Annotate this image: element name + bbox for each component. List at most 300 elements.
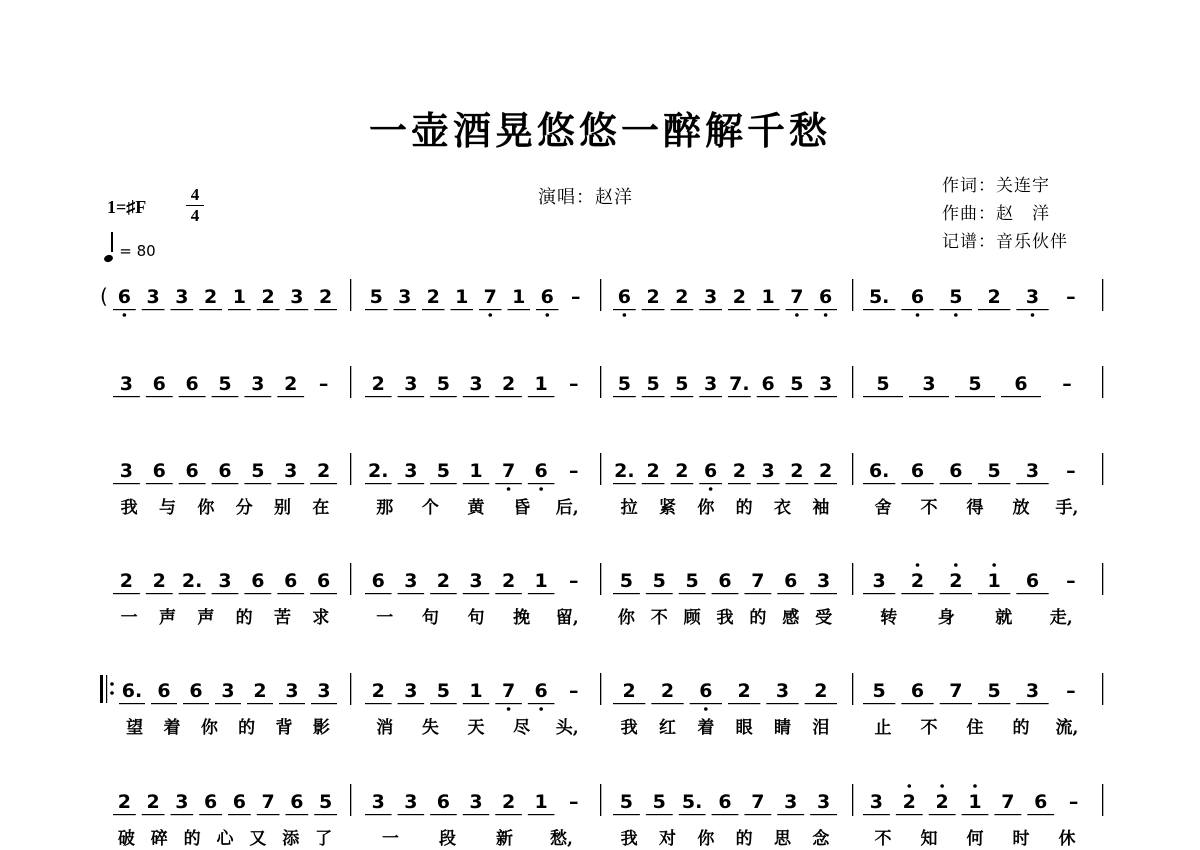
note: 6 — [251, 570, 265, 592]
lyric-syllable: 身 — [937, 608, 955, 628]
note: 3 — [1025, 286, 1040, 308]
lyric-syllable: 在 — [312, 498, 330, 518]
note: 2 — [935, 791, 949, 813]
lyric-syllable: 时 — [1012, 829, 1030, 849]
duration-underline — [430, 396, 457, 397]
lyric-syllable: 袖 — [812, 498, 830, 518]
duration-underline — [365, 814, 392, 815]
duration-underline — [671, 396, 694, 397]
duration-underline — [1016, 593, 1048, 594]
duration-underline — [901, 483, 933, 484]
lyric-syllable: 舍 — [874, 498, 892, 518]
note: 2 — [316, 460, 331, 482]
note: 2 — [646, 460, 660, 482]
duration-underline — [613, 814, 640, 815]
lyric-syllable: 我 — [620, 718, 638, 738]
duration-underline — [142, 814, 165, 815]
duration-underline — [690, 703, 722, 704]
duration-underline — [179, 593, 206, 594]
low-octave-dot — [488, 313, 492, 317]
note: 6 — [371, 570, 385, 592]
duration-underline — [613, 396, 636, 397]
duration-underline — [277, 396, 304, 397]
duration-underline — [495, 483, 522, 484]
barline — [600, 366, 601, 398]
duration-underline — [279, 703, 305, 704]
barline — [1102, 453, 1103, 485]
duration-underline — [978, 593, 1010, 594]
lyric-syllable: 留, — [555, 608, 579, 628]
high-octave-dot — [954, 563, 958, 567]
duration-underline — [314, 814, 337, 815]
duration-underline — [430, 593, 457, 594]
lyric-syllable: 段 — [439, 829, 456, 849]
sustain-dash: – — [1066, 286, 1076, 308]
lyric-syllable: 你 — [697, 829, 715, 849]
note: 5 — [876, 373, 890, 395]
duration-underline — [613, 703, 645, 704]
duration-underline — [651, 703, 683, 704]
duration-underline — [479, 309, 502, 310]
duration-underline — [146, 483, 173, 484]
repeat-dot — [110, 682, 114, 686]
lyric-syllable: 受 — [815, 608, 833, 628]
duration-underline — [286, 814, 309, 815]
note: 3 — [218, 570, 232, 592]
high-octave-dot — [916, 563, 920, 567]
lyric-syllable: 休 — [1058, 829, 1076, 849]
note: 3 — [469, 373, 483, 395]
duration-underline — [536, 309, 559, 310]
lyric-syllable: 走, — [1049, 608, 1073, 628]
note: 2 — [622, 680, 636, 702]
lyric-syllable: 紧 — [659, 498, 676, 518]
lyric-syllable: 睛 — [774, 718, 791, 738]
duration-underline — [805, 703, 837, 704]
duration-underline — [642, 483, 665, 484]
lyric-syllable: 分 — [235, 498, 253, 518]
duration-underline — [365, 483, 392, 484]
lyric-syllable: 红 — [659, 718, 676, 738]
note: 6 — [436, 791, 451, 813]
note: 6 — [910, 286, 925, 308]
barline — [1102, 563, 1103, 595]
note: 6 — [699, 680, 713, 702]
duration-underline — [257, 309, 280, 310]
barline — [600, 279, 601, 311]
lyric-syllable: 衣 — [774, 498, 791, 518]
note: 2 — [117, 791, 131, 813]
duration-underline — [398, 396, 425, 397]
note: 2 — [675, 286, 689, 308]
lyric-syllable: 求 — [312, 608, 330, 628]
duration-underline — [244, 593, 271, 594]
duration-underline — [463, 483, 490, 484]
duration-underline — [766, 703, 798, 704]
high-octave-dot — [992, 563, 996, 567]
lyric-syllable: 消 — [376, 718, 394, 738]
duration-underline — [171, 814, 194, 815]
note: 3 — [404, 791, 418, 813]
lyric-syllable: 新 — [496, 829, 513, 849]
duration-underline — [422, 309, 445, 310]
high-octave-dot — [973, 784, 977, 788]
note: 3 — [175, 791, 189, 813]
duration-underline — [712, 593, 739, 594]
duration-underline — [528, 396, 555, 397]
duration-underline — [430, 814, 457, 815]
note: 3 — [816, 791, 831, 813]
barline — [350, 784, 351, 816]
note: 2 — [675, 460, 689, 482]
note: 7 — [751, 570, 765, 592]
lyric-syllable: 止 — [874, 718, 892, 738]
note: 3 — [469, 570, 483, 592]
duration-underline — [777, 593, 804, 594]
note: 3 — [872, 570, 886, 592]
time-signature-top: 4 — [190, 185, 200, 204]
note: 6 — [534, 460, 548, 482]
note: 5 — [652, 570, 666, 592]
duration-underline — [728, 703, 760, 704]
lyric-syllable: 不 — [650, 608, 668, 628]
lyric-syllable: 别 — [274, 498, 291, 518]
duration-underline — [646, 593, 673, 594]
note: 3 — [146, 286, 160, 308]
duration-underline — [142, 309, 165, 310]
duration-underline — [151, 703, 177, 704]
duration-underline — [901, 703, 933, 704]
lyric-syllable: 何 — [966, 829, 984, 849]
note: 1 — [534, 373, 548, 395]
lyric-syllable: 你 — [197, 498, 215, 518]
duration-underline — [212, 483, 239, 484]
sustain-dash: – — [1066, 680, 1076, 702]
note: 2 — [732, 460, 746, 482]
duration-underline — [365, 703, 392, 704]
singer-credit: 演唱：赵洋 — [538, 187, 633, 208]
duration-underline — [314, 309, 337, 310]
note: 5 — [685, 570, 699, 592]
note: 2 — [319, 286, 333, 308]
note: 3 — [119, 373, 134, 395]
duration-underline — [495, 593, 522, 594]
lyric-syllable: 破 — [117, 829, 135, 849]
barline — [350, 563, 351, 595]
lyric-syllable: 句 — [467, 608, 485, 628]
duration-underline — [179, 483, 206, 484]
duration-underline — [613, 483, 636, 484]
low-octave-dot — [795, 313, 799, 317]
lyric-syllable: 的 — [1012, 718, 1030, 738]
duration-underline — [463, 593, 490, 594]
lyric-syllable: 我 — [716, 608, 734, 628]
duration-underline — [1001, 396, 1041, 397]
note: 3 — [922, 373, 936, 395]
high-octave-dot — [907, 784, 911, 788]
note: 6 — [784, 570, 798, 592]
duration-underline — [528, 483, 555, 484]
note: 6 — [1025, 570, 1040, 592]
duration-underline — [528, 703, 555, 704]
duration-underline — [113, 396, 140, 397]
lyric-syllable: 拉 — [620, 498, 638, 518]
barline — [1102, 279, 1103, 311]
note: 2 — [146, 791, 160, 813]
note: 5 — [251, 460, 265, 482]
note: 3 — [869, 791, 884, 813]
duration-underline — [1016, 703, 1048, 704]
duration-underline — [901, 309, 933, 310]
duration-underline — [728, 396, 751, 397]
lyric-syllable: 转 — [880, 608, 898, 628]
lyric-syllable: 昏 — [513, 498, 531, 518]
duration-underline — [394, 309, 417, 310]
duration-underline — [119, 703, 145, 704]
duration-underline — [398, 703, 425, 704]
duration-underline — [863, 309, 895, 310]
note: 5 — [987, 680, 1001, 702]
note: 6 — [185, 460, 199, 482]
note: 3 — [251, 373, 265, 395]
lyric-syllable: 句 — [421, 608, 439, 628]
low-octave-dot — [623, 313, 627, 317]
barline — [1102, 784, 1103, 816]
note: 3 — [175, 286, 189, 308]
note: 2 — [501, 570, 516, 592]
duration-underline — [199, 814, 222, 815]
duration-underline — [978, 483, 1010, 484]
duration-underline — [642, 309, 665, 310]
barline — [350, 673, 351, 705]
note: 2 — [737, 680, 751, 702]
duration-underline — [398, 483, 425, 484]
note: 2 — [426, 286, 440, 308]
duration-underline — [495, 814, 522, 815]
duration-underline — [909, 396, 949, 397]
repeat-barline-thick — [100, 675, 103, 703]
duration-underline — [310, 483, 337, 484]
repeat-barline-thin — [106, 675, 107, 703]
sustain-dash: – — [571, 286, 581, 308]
lyric-syllable: 了 — [315, 829, 333, 849]
barline — [350, 366, 351, 398]
duration-underline — [994, 814, 1021, 815]
duration-underline — [146, 396, 173, 397]
duration-underline — [1027, 814, 1054, 815]
low-octave-dot — [539, 707, 543, 711]
note: 7 — [790, 286, 804, 308]
lyric-syllable: 得 — [966, 498, 984, 518]
note: 5 — [790, 373, 804, 395]
duration-underline — [212, 593, 239, 594]
duration-underline — [786, 483, 809, 484]
duration-underline — [398, 593, 425, 594]
lyric-syllable: 尽 — [513, 718, 531, 738]
lyric-syllable: 添 — [282, 829, 300, 849]
note: 3 — [1025, 680, 1040, 702]
note: 3 — [404, 680, 418, 702]
note: 2 — [501, 373, 516, 395]
note: 3 — [404, 373, 418, 395]
time-signature-bottom: 4 — [190, 206, 200, 225]
sustain-dash: – — [568, 791, 579, 813]
lyric-syllable: 思 — [774, 829, 791, 849]
note: 6 — [290, 791, 304, 813]
lyric-syllable: 头, — [555, 718, 579, 738]
note: 2 — [949, 570, 963, 592]
duration-underline — [786, 396, 809, 397]
composer-credit: 作曲：赵 洋 — [942, 204, 1050, 224]
lyric-syllable: 不 — [920, 498, 938, 518]
duration-underline — [613, 593, 640, 594]
low-octave-dot — [545, 313, 549, 317]
note: 6 — [1014, 373, 1028, 395]
duration-underline — [863, 703, 895, 704]
duration-underline — [757, 309, 780, 310]
note: 7 — [501, 680, 516, 702]
note: 7 — [1001, 791, 1015, 813]
duration-underline — [244, 396, 271, 397]
note: 5 — [436, 680, 451, 702]
note: 5. — [681, 791, 703, 813]
sustain-dash: – — [568, 680, 579, 702]
note: 2 — [261, 286, 275, 308]
duration-underline — [699, 309, 722, 310]
lyric-syllable: 的 — [749, 608, 767, 628]
note: 3 — [469, 791, 483, 813]
duration-underline — [613, 309, 636, 310]
lyric-syllable: 我 — [620, 829, 638, 849]
duration-underline — [113, 309, 136, 310]
note: 3 — [775, 680, 790, 702]
sustain-dash: – — [1068, 791, 1079, 813]
duration-underline — [528, 593, 555, 594]
note: 7 — [501, 460, 516, 482]
note: 3 — [816, 570, 831, 592]
note: 3 — [1025, 460, 1040, 482]
lyric-syllable: 你 — [200, 718, 218, 738]
duration-underline — [113, 593, 140, 594]
note: 1 — [512, 286, 526, 308]
lyric-syllable: 不 — [874, 829, 892, 849]
duration-underline — [146, 593, 173, 594]
duration-underline — [310, 593, 337, 594]
duration-underline — [247, 703, 273, 704]
note: 6 — [910, 680, 925, 702]
duration-underline — [113, 483, 140, 484]
note: 2 — [204, 286, 218, 308]
duration-underline — [1016, 309, 1048, 310]
duration-underline — [365, 593, 392, 594]
note: 6 — [152, 460, 166, 482]
lyric-syllable: 就 — [995, 608, 1013, 628]
note: 6 — [316, 570, 331, 592]
duration-underline — [814, 309, 837, 310]
lyric-syllable: 我 — [120, 498, 138, 518]
barline — [852, 673, 853, 705]
sustain-dash: – — [568, 460, 579, 482]
duration-underline — [929, 814, 956, 815]
note: 6 — [284, 570, 298, 592]
duration-underline — [1016, 483, 1048, 484]
note: 6 — [1034, 791, 1048, 813]
note: 5 — [652, 791, 666, 813]
note: 6 — [949, 460, 963, 482]
duration-underline — [712, 814, 739, 815]
note: 3 — [784, 791, 798, 813]
note: 1 — [987, 570, 1001, 592]
lyric-syllable: 后, — [555, 498, 579, 518]
duration-underline — [171, 309, 194, 310]
duration-underline — [699, 396, 722, 397]
duration-underline — [863, 483, 895, 484]
note: 5 — [619, 570, 634, 592]
sustain-dash: – — [1066, 570, 1076, 592]
note: 5 — [218, 373, 232, 395]
duration-underline — [810, 593, 837, 594]
lyric-syllable: 影 — [312, 718, 330, 738]
paren-open: ( — [100, 284, 108, 308]
duration-underline — [955, 396, 995, 397]
note: 1 — [534, 570, 548, 592]
tempo-value: = 80 — [119, 242, 156, 260]
lyric-syllable: 住 — [966, 718, 984, 738]
lyric-syllable: 念 — [812, 829, 830, 849]
lyric-syllable: 顾 — [683, 608, 701, 628]
barline — [1102, 366, 1103, 398]
sustain-dash: – — [1062, 373, 1072, 395]
duration-underline — [646, 814, 673, 815]
lyric-syllable: 你 — [617, 608, 635, 628]
duration-underline — [463, 396, 490, 397]
note: 1 — [469, 460, 483, 482]
lyric-syllable: 碎 — [150, 829, 168, 849]
barline — [600, 453, 601, 485]
note: 5 — [987, 460, 1001, 482]
low-octave-dot — [123, 313, 127, 317]
barline — [350, 453, 351, 485]
barline — [852, 784, 853, 816]
note: 2. — [368, 460, 389, 482]
note: 7 — [949, 680, 963, 702]
note: 2 — [436, 570, 451, 592]
duration-underline — [940, 309, 972, 310]
duration-underline — [311, 703, 337, 704]
duration-underline — [228, 814, 251, 815]
note: 6 — [910, 460, 925, 482]
lyric-syllable: 对 — [659, 829, 676, 849]
note: 2. — [614, 460, 635, 482]
lyric-syllable: 心 — [216, 829, 234, 849]
note: 2 — [790, 460, 804, 482]
duration-underline — [814, 483, 837, 484]
duration-underline — [277, 593, 304, 594]
lyric-syllable: 放 — [1012, 498, 1030, 518]
low-octave-dot — [1031, 313, 1035, 317]
duration-underline — [679, 593, 706, 594]
duration-underline — [863, 396, 903, 397]
duration-underline — [978, 703, 1010, 704]
lyric-syllable: 你 — [697, 498, 715, 518]
note: 6 — [185, 373, 199, 395]
lyric-syllable: 感 — [782, 608, 800, 628]
note: 6 — [218, 460, 232, 482]
note: 5 — [968, 373, 982, 395]
duration-underline — [495, 396, 522, 397]
sustain-dash: – — [318, 373, 329, 395]
note: 3 — [704, 373, 718, 395]
